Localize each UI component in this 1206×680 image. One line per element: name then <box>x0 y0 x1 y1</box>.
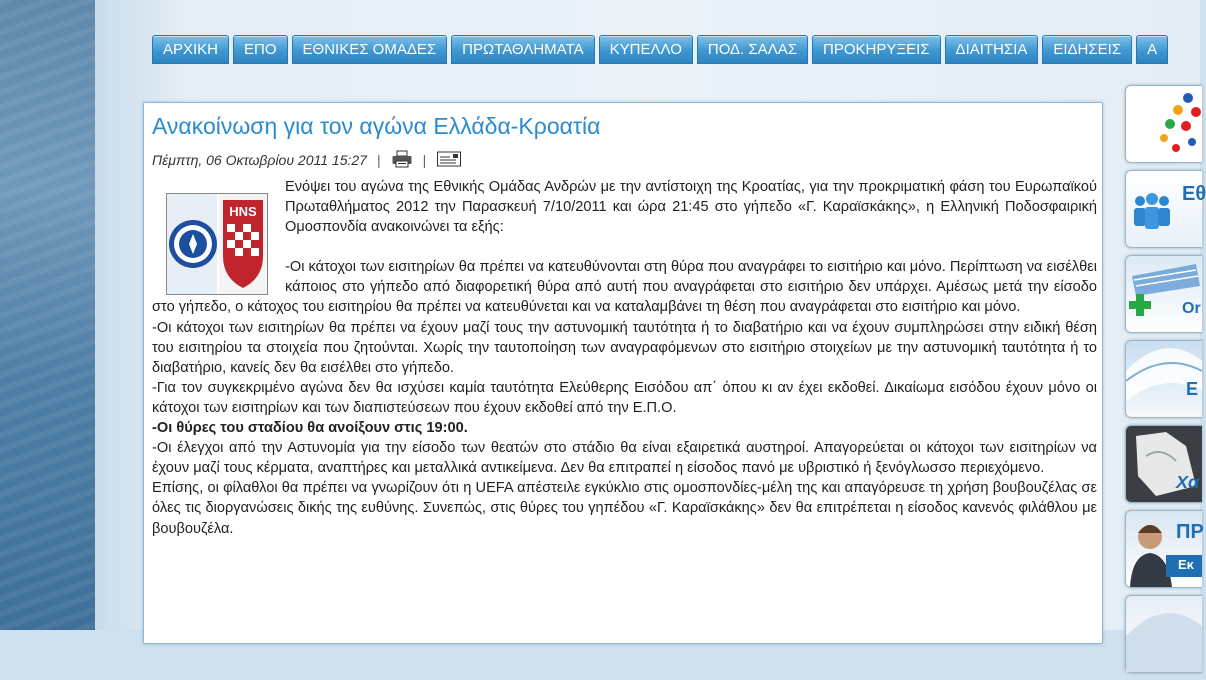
nav-item-more[interactable]: Α <box>1136 35 1168 64</box>
article-paragraph: Ενόψει του αγώνα της Εθνικής Ομάδας Ανδρών με την αντίστοιχη της Κροατίας, για την προκριματική φάση του Ευρωπαϊκού Πρωταθλήματος 2012 την Παρασκευή 7/10/2011 και ώρα 21:45 στο γήπεδο «Γ. Καραϊσκάκης», η Ελληνική Ποδοσφαιρική Ομοσπονδία ανακοινώνει τα εξής: <box>285 179 1097 236</box>
article-date: Πέμπτη, 06 Οκτωβρίου 2011 15:27 <box>152 152 367 168</box>
sidebar-banner-label: ΠΡ <box>1176 521 1204 543</box>
sidebar-banner-national[interactable] <box>1125 170 1206 248</box>
sidebar-banner-label: Χα <box>1176 472 1200 492</box>
stadium-background <box>0 0 110 630</box>
email-icon[interactable] <box>436 150 462 171</box>
nav-item-refereeing[interactable]: ΔΙΑΙΤΗΣΙΑ <box>945 35 1039 64</box>
banner-graphic-icon <box>1126 596 1202 672</box>
article-paragraph: -Οι έλεγχοι από την Αστυνομία για την είσοδο των θεατών στο στάδιο θα είναι εξαιρετικά αυστηροί. Απαγορεύεται οι κάτοχοι των εισιτηρίων να έχουν μαζί τους κέρματα, αναπτήρες και μεταλλικά αντικείμενα. Δεν θα επιτραπεί η είσοδος πανό με υβριστικό ή ξενόγλωσσο περιεχόμενο. <box>152 440 1097 477</box>
nav-item-futsal[interactable]: ΠΟΔ. ΣΑΛΑΣ <box>697 35 808 64</box>
sidebar-banner-label: Εθ <box>1182 183 1206 205</box>
article-title[interactable]: Ανακοίνωση για τον αγώνα Ελλάδα-Κροατία <box>152 113 601 139</box>
nav-item-announcements[interactable]: ΠΡΟΚΗΡΥΞΕΙΣ <box>812 35 941 64</box>
sidebar-banner-stadium[interactable] <box>1125 255 1202 333</box>
sidebar-banner-logo[interactable] <box>1125 85 1202 163</box>
article-paragraph-bold: -Οι θύρες του σταδίου θα ανοίξουν στις 19:00. <box>152 420 468 437</box>
sidebar-banner-sublabel: Εκ <box>1178 557 1194 572</box>
sidebar-banner-pitch[interactable] <box>1125 340 1202 418</box>
sidebar-banner-extra[interactable] <box>1125 595 1202 673</box>
article-container <box>143 102 1103 644</box>
meta-separator: | <box>422 152 427 168</box>
nav-item-news[interactable]: ΕΙΔΗΣΕΙΣ <box>1042 35 1132 64</box>
main-navigation <box>152 35 1168 63</box>
meta-separator: | <box>376 152 381 168</box>
sidebar-banner-label: Ε <box>1186 379 1199 399</box>
article-body <box>152 177 1097 539</box>
nav-item-national-teams[interactable]: ΕΘΝΙΚΕΣ ΟΜΑΔΕΣ <box>292 35 448 64</box>
sidebar-banner-map[interactable] <box>1125 425 1202 503</box>
sports-logo-icon <box>1126 86 1202 162</box>
nav-item-epo[interactable]: ΕΠΟ <box>233 35 288 64</box>
article-meta <box>152 150 462 170</box>
sidebar-banner-label: Or <box>1182 300 1201 317</box>
article-paragraph: -Οι κάτοχοι των εισιτηρίων θα πρέπει να κατευθύνονται στη θύρα που αναγράφει το εισιτήριο και μόνο. Περίπτωση να εισέλθει κάποιος στο γήπεδο από διαφορετική θύρα από αυτή που αναγράφεται στο εισιτήριο δεν υπάρχει. Αμέσως μετά την είσοδο στο γήπεδο, ο κάτοχος του εισιτηρίου θα πρέπει να κατευθύνεται και να καταλαμβάνει τη θέση που αναγράφεται στο εισιτήριο και μόνο. <box>152 259 1097 316</box>
nav-item-home[interactable]: ΑΡΧΙΚΗ <box>152 35 229 64</box>
print-icon[interactable] <box>391 150 413 171</box>
nav-item-championships[interactable]: ΠΡΩΤΑΘΛΗΜΑΤΑ <box>451 35 594 64</box>
article-paragraph: -Για τον συγκεκριμένο αγώνα δεν θα ισχύσει καμία ταυτότητα Ελεύθερης Εισόδου απ΄ όπου κι αν έχει εκδοθεί. Δικαίωμα εισόδου έχουν μόνο οι κάτοχοι των εισιτηρίων και των διαπιστεύσεων που έχουν εκδοθεί από την Ε.Π.Ο. <box>152 379 1097 416</box>
stadium-icon <box>1126 256 1202 332</box>
nav-item-cup[interactable]: ΚΥΠΕΛΛΟ <box>599 35 693 64</box>
article-paragraph: -Οι κάτοχοι των εισιτηρίων θα πρέπει να έχουν μαζί τους την αστυνομική ταυτότητα ή το διαβατήριο και να έχουν συμπληρώσει στην ειδική θέση του εισιτηρίου τα στοιχεία που ζητούνται. Χωρίς την ταυτοποίηση των αναγραφόμενων στο εισιτήριο στοιχείων με την αστυνομική ταυτότητα ή το διαβατήριο, κανείς δεν θα εισέλθει στο γήπεδο. <box>152 319 1097 376</box>
sidebar-banners <box>1125 85 1205 680</box>
article-paragraph: Επίσης, οι φίλαθλοι θα πρέπει να γνωρίζουν ότι η UEFA απέστειλε εγκύκλιο στις ομοσπονδίες-μέλη της και απαγόρευσε τη χρήση βουβουζέλας σε όλες τις διοργανώσεις δικής της ευθύνης. Συνεπώς, στις θύρες του γηπέδου «Γ. Καραϊσκάκης» δεν θα επιτρέπεται η είσοδος κανενός φιλάθλου με βουβουζέλα. <box>152 480 1097 537</box>
logo-text: HNS <box>229 204 257 219</box>
sidebar-banner-press[interactable] <box>1125 510 1202 588</box>
